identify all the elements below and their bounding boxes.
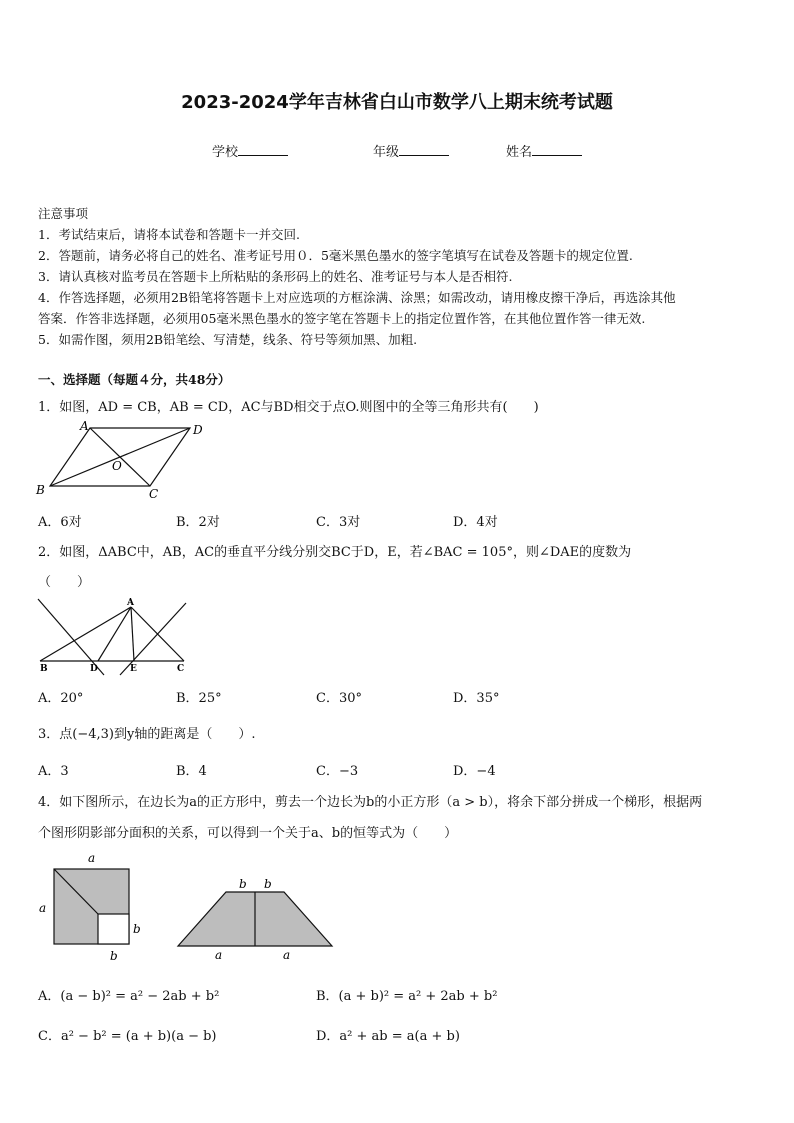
bottom-label-right: a xyxy=(283,948,291,962)
point-b-label: B xyxy=(36,483,45,497)
question-3-option-d: D．−4 xyxy=(453,764,496,779)
question-4-option-c: C．a² − b² = (a + b)(a − b) xyxy=(38,1029,217,1044)
question-4-stem-continued: 个图形阴影部分面积的关系，可以得到一个关于a、b的恒等式为（ ） xyxy=(38,826,458,841)
question-4-option-a: A．(a − b)² = a² − 2ab + b² xyxy=(38,989,220,1004)
notice-item: 3．请认真核对监考员在答题卡上所粘贴的条形码上的姓名、准考证号与本人是否相符. xyxy=(38,269,513,284)
top-label-right: b xyxy=(264,878,272,891)
school-blank xyxy=(238,143,288,156)
question-3-option-c: C．−3 xyxy=(316,764,359,779)
removed-small-square xyxy=(98,914,129,944)
question-1-option-a: A．6对 xyxy=(38,515,82,530)
side-label-top: a xyxy=(88,851,96,865)
question-2-option-b: B．25° xyxy=(176,691,222,706)
notice-item: 1．考试结束后，请将本试卷和答题卡一并交回. xyxy=(38,227,300,242)
question-2-stem: 2．如图，ΔABC中，AB，AC的垂直平分线分别交BC于D，E，若∠BAC = 105°，则∠DAE的度数为 xyxy=(38,545,632,560)
name-label: 姓名 xyxy=(506,145,533,160)
point-a-label: A xyxy=(127,598,134,608)
notice-heading: 注意事项 xyxy=(38,206,89,221)
small-side-label-right: b xyxy=(133,922,141,936)
question-1-stem: 1．如图，AD = CB，AB = CD，AC与BD相交于点O.则图中的全等三角形共有( ) xyxy=(38,400,539,415)
point-c-label: C xyxy=(177,664,185,674)
question-3-option-b: B．4 xyxy=(176,764,207,779)
question-3-stem: 3．点(−4,3)到y轴的距离是（ ）. xyxy=(38,727,256,742)
point-d-label: D xyxy=(193,423,203,437)
question-2-option-a: A．20° xyxy=(38,691,84,706)
notice-item: 4．作答选择题，必须用2B铅笔将答题卡上对应选项的方框涂满、涂黑；如需改动，请用橡皮擦干净后，再选涂其他 xyxy=(38,290,676,305)
small-side-label-bottom: b xyxy=(110,949,118,963)
question-1-option-c: C．3对 xyxy=(316,515,361,530)
question-2-option-c: C．30° xyxy=(316,691,362,706)
question-4-stem: 4．如下图所示，在边长为a的正方形中，剪去一个边长为b的小正方形（a > b），将余下部分拼成一个梯形，根据两 xyxy=(38,795,703,810)
diagonal-bd xyxy=(50,428,190,486)
grade-blank xyxy=(399,143,449,156)
notice-item: 2．答题前，请务必将自己的姓名、准考证号用０．5毫米黑色墨水的签字笔填写在试卷及答题卡的规定位置. xyxy=(38,248,633,263)
question-4-square-figure xyxy=(34,848,154,968)
question-3-option-a: A．3 xyxy=(38,764,69,779)
notice-item: 5．如需作图，须用2B铅笔绘、写清楚，线条、符号等须加黑、加粗. xyxy=(38,332,418,347)
point-o-label: O xyxy=(112,459,122,473)
page-title: 2023-2024学年吉林省白山市数学八上期末统考试题 xyxy=(181,92,613,113)
question-4-trapezoid-figure xyxy=(170,878,340,963)
point-b-label: B xyxy=(40,664,48,674)
point-c-label: C xyxy=(149,487,159,501)
question-4-option-b: B．(a + b)² = a² + 2ab + b² xyxy=(316,989,498,1004)
school-field xyxy=(212,141,288,160)
top-label-left: b xyxy=(239,878,247,891)
question-4-option-d: D．a² + ab = a(a + b) xyxy=(316,1029,460,1044)
name-blank xyxy=(532,143,582,156)
name-field xyxy=(506,141,582,160)
grade-field xyxy=(373,141,449,160)
grade-label: 年级 xyxy=(373,145,400,160)
point-d-label: D xyxy=(90,664,98,674)
question-1-figure xyxy=(30,418,210,502)
question-1-option-d: D．4对 xyxy=(453,515,498,530)
question-2-option-d: D．35° xyxy=(453,691,500,706)
section-heading: 一、选择题（每题４分，共48分） xyxy=(38,372,231,387)
school-label: 学校 xyxy=(212,145,239,160)
question-2-stem-continued: （ ） xyxy=(38,575,91,590)
question-2-figure xyxy=(34,595,194,677)
segment-ae xyxy=(131,607,134,661)
bottom-label-left: a xyxy=(215,948,223,962)
point-e-label: E xyxy=(130,664,137,674)
side-label-left: a xyxy=(39,901,47,915)
point-a-label: A xyxy=(80,419,89,433)
question-1-option-b: B．2对 xyxy=(176,515,220,530)
segment-ad xyxy=(98,607,131,661)
notice-item: 答案．作答非选择题，必须用05毫米黑色墨水的签字笔在答题卡上的指定位置作答，在其他位置作答一律无效. xyxy=(38,311,646,326)
